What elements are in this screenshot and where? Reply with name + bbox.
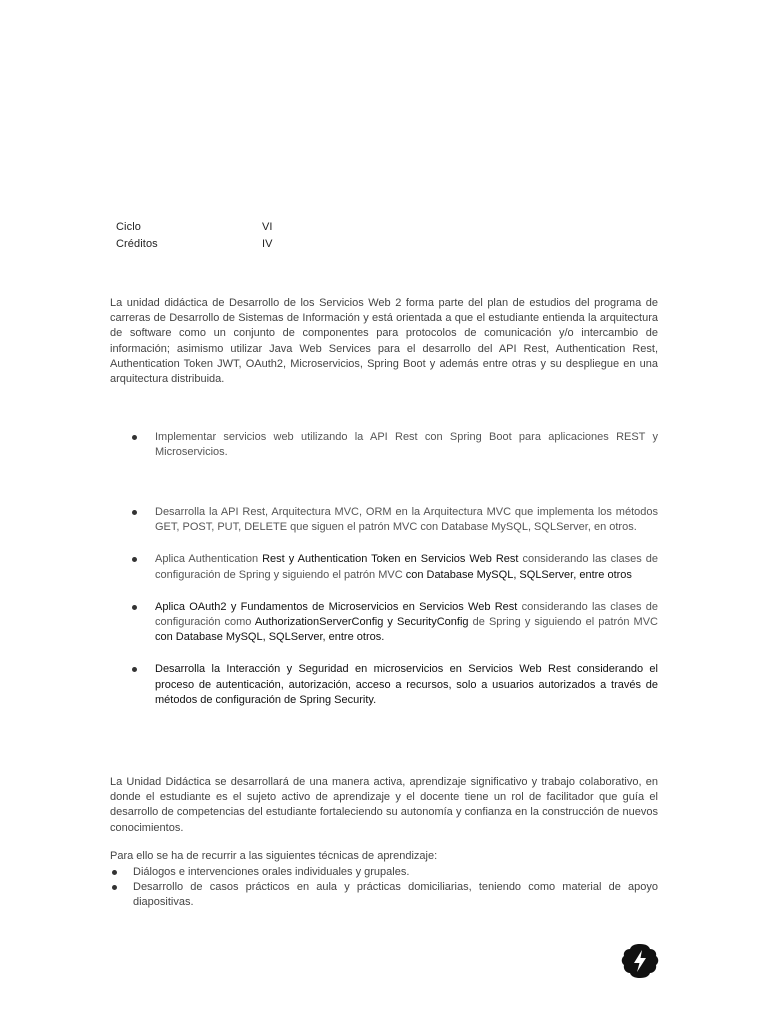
capacidad-text-part: Aplica OAuth2 y Fundamentos de Microservicios en Servicios Web Rest <box>155 600 518 613</box>
technique-item <box>110 865 658 880</box>
competencia-list <box>110 430 658 460</box>
capacidad-item-2 <box>110 552 658 582</box>
creditos-label: Créditos <box>116 238 158 250</box>
technique-item <box>110 880 658 910</box>
capacidades-list <box>110 505 658 708</box>
capacidad-text-part: con Database MySQL, SQLServer, entre otros. <box>155 631 385 644</box>
capacidad-text-part: AuthorizationServerConfig y SecurityConfig <box>254 616 469 629</box>
bullet-icon <box>132 667 137 672</box>
description-paragraph: La unidad didáctica de Desarrollo de los Servicios Web 2 forma parte del plan de estudios del programa de carreras de Desarrollo de Sistemas de Información y está orientada a que el estudiante entienda la arquitectura de software como un conjunto de componentes para protocolos de comunicación y/o intercambio de información; asimismo utilizar Java Web Services para el desarrollo del API Rest, Authentication Rest, Authentication Token JWT, OAuth2, Microservicios, Spring Boot y además entre otras y su despliegue en una arquitectura distribuida. <box>110 297 658 386</box>
methodology-paragraph: La Unidad Didáctica se desarrollará de una manera activa, aprendizaje significativo y trabajo colaborativo, en donde el estudiante es el sujeto activo de aprendizaje y el docente tiene un rol de facilitador que guía el desarrollo de competencias del estudiante fortaleciendo su autonomía y confianza en la construcción de nuevos conocimientos. <box>110 776 658 834</box>
capacidad-text-part: Rest y Authentication Token en Servicios Web Rest <box>262 553 519 566</box>
ciclo-label: Ciclo <box>116 221 141 233</box>
techniques-list <box>110 865 658 911</box>
brain-lightning-icon <box>620 941 660 981</box>
techniques-intro: Para ello se ha de recurrir a las siguientes técnicas de aprendizaje: <box>110 850 438 862</box>
capacidad-text-part: considerando las clases de configuración como <box>155 600 659 629</box>
technique-text: Desarrollo de casos prácticos en aula y prácticas domiciliarias, teniendo como material de apoyo diapositivas. <box>133 881 658 909</box>
capacidad-item-4 <box>110 662 658 708</box>
bullet-icon <box>132 510 137 515</box>
bullet-icon <box>112 870 117 875</box>
capacidad-text: Desarrolla la API Rest, Arquitectura MVC, ORM en la Arquitectura MVC que implementa los métodos GET, POST, PUT, DELETE que siguen el patrón MVC con Database MySQL, SQLServer, en otros. <box>155 506 658 534</box>
capacidad-item-1 <box>110 505 658 535</box>
capacidad-item-3 <box>110 600 658 646</box>
creditos-value: IV <box>262 238 273 250</box>
capacidad-text-part: de Spring y siguiendo el patrón MVC <box>468 616 658 629</box>
competencia-text: Implementar servicios web utilizando la API Rest con Spring Boot para aplicaciones REST y Microservicios. <box>155 431 658 459</box>
technique-text: Diálogos e intervenciones orales individuales y grupales. <box>133 866 410 878</box>
capacidad-text-part: Aplica Authentication <box>155 553 263 566</box>
capacidad-text-part: considerando las clases de configuración de Spring y siguiendo el patrón MVC <box>155 553 658 581</box>
capacidad-text: Desarrolla la Interacción y Seguridad en microservicios en Servicios Web Rest considerando el proceso de autenticación, autorización, acceso a recursos, solo a usuarios autorizados a través de métodos de configuración de Spring Security. <box>155 663 658 706</box>
competencia-item <box>110 430 658 460</box>
ciclo-value: VI <box>262 221 273 233</box>
bullet-icon <box>132 435 137 440</box>
capacidad-text-part: con Database MySQL, SQLServer, entre otros <box>405 568 632 581</box>
bullet-icon <box>112 885 117 890</box>
bullet-icon <box>132 605 137 610</box>
bullet-icon <box>132 557 137 562</box>
